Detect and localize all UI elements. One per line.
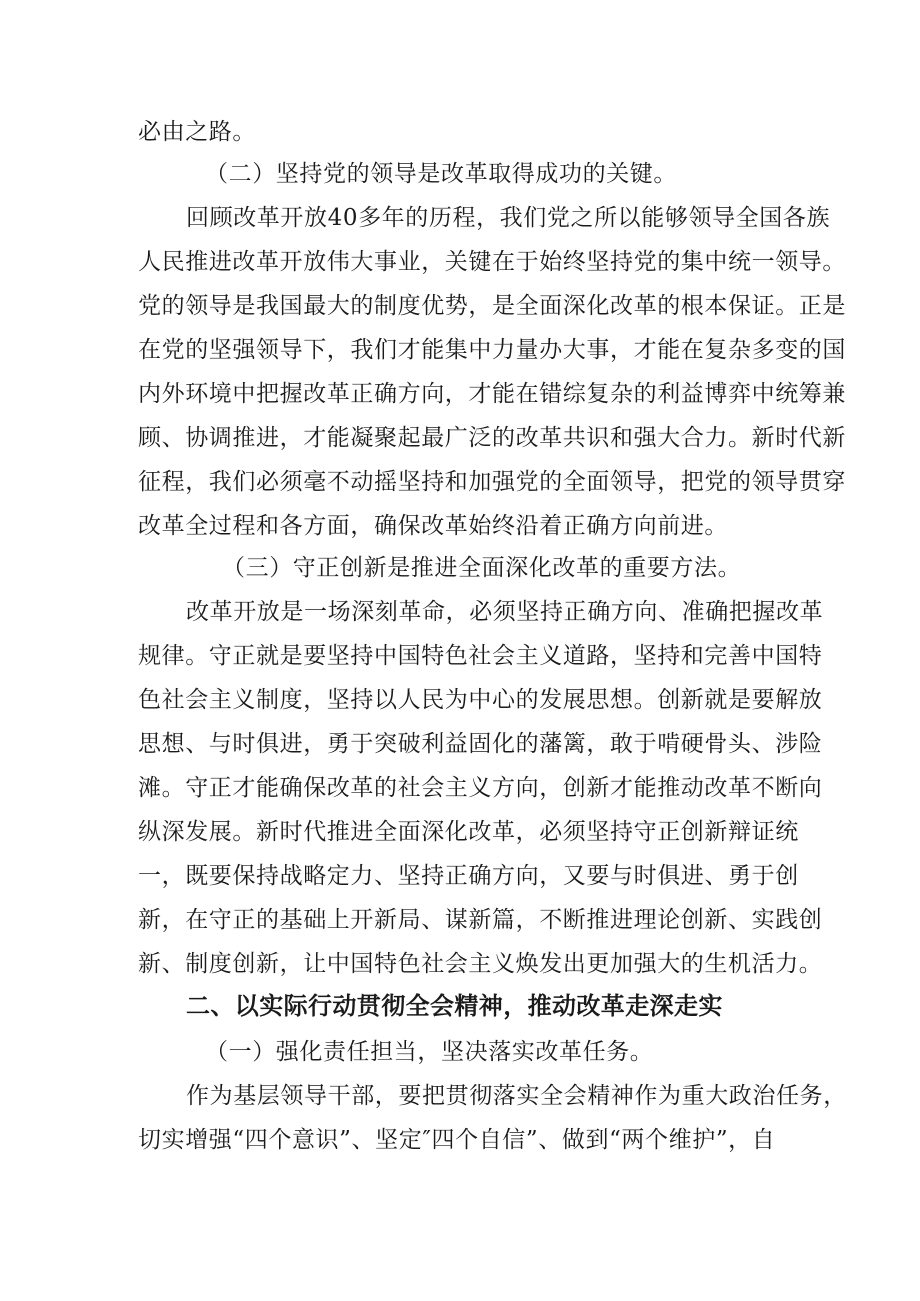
text-line: 在党的坚强领导下，我们才能集中力量办大事，才能在复杂多变的国 xyxy=(138,337,846,363)
text-line: 纵深发展。新时代推进全面深化改革，必须坚持守正创新辩证统 xyxy=(138,819,799,845)
section-heading: 二、以实际行动贯彻全会精神，推动改革走深走实 xyxy=(186,992,723,1020)
text-line: 人民推进改革开放伟大事业，关键在于始终坚持党的集中统一领导。 xyxy=(138,249,846,275)
text-line: 顾、协调推进，才能凝聚起最广泛的改革共识和强大合力。新时代新 xyxy=(138,425,846,451)
subheading: （一）强化责任担当，坚决落实改革任务。 xyxy=(205,1039,654,1065)
text-line: 改革开放是一场深刻革命，必须坚持正确方向、准确把握改革 xyxy=(186,599,824,625)
subheading: （三）守正创新是推进全面深化改革的重要方法。 xyxy=(222,555,742,581)
text-line: 色社会主义制度，坚持以人民为中心的发展思想。创新就是要解放 xyxy=(138,687,823,713)
text-line: 切实增强“四个意识”、坚定″四个自信”、做到“两个维护”，自 xyxy=(138,1127,776,1153)
text-line: 征程，我们必须毫不动摇坚持和加强党的全面领导，把党的领导贯穿 xyxy=(138,469,846,495)
text-line: 新，在守正的基础上开新局、谋新篇，不断推进理论创新、实践创 xyxy=(138,907,823,933)
text-line: 一，既要保持战略定力、坚持正确方向，又要与时俱进、勇于创 xyxy=(138,863,799,889)
text-line: 回顾改革开放40多年的历程，我们党之所以能够领导全国各族 xyxy=(186,205,831,231)
text-line: 改革全过程和各方面，确保改革始终沿着正确方向前进。 xyxy=(138,513,728,539)
text-line: 党的领导是我国最大的制度优势，是全面深化改革的根本保证。正是 xyxy=(138,293,846,319)
subheading: （二）坚持党的领导是改革取得成功的关键。 xyxy=(205,161,677,187)
text-line: 规律。守正就是要坚持中国特色社会主义道路，坚持和完善中国特 xyxy=(138,643,823,669)
text-line: 滩。守正才能确保改革的社会主义方向，创新才能推动改革不断向 xyxy=(138,775,823,801)
text-line: 内外环境中把握改革正确方向，才能在错综复杂的利益博弈中统筹兼 xyxy=(138,381,846,407)
text-line: 作为基层领导干部，要把贯彻落实全会精神作为重大政治任务， xyxy=(186,1083,847,1109)
text-line: 思想、与时俱进，勇于突破利益固化的藩篱，敢于啃硬骨头、涉险 xyxy=(138,731,823,757)
text-line: 必由之路。 xyxy=(138,119,256,145)
text-line: 新、制度创新，让中国特色社会主义焕发出更加强大的生机活力。 xyxy=(138,951,823,977)
